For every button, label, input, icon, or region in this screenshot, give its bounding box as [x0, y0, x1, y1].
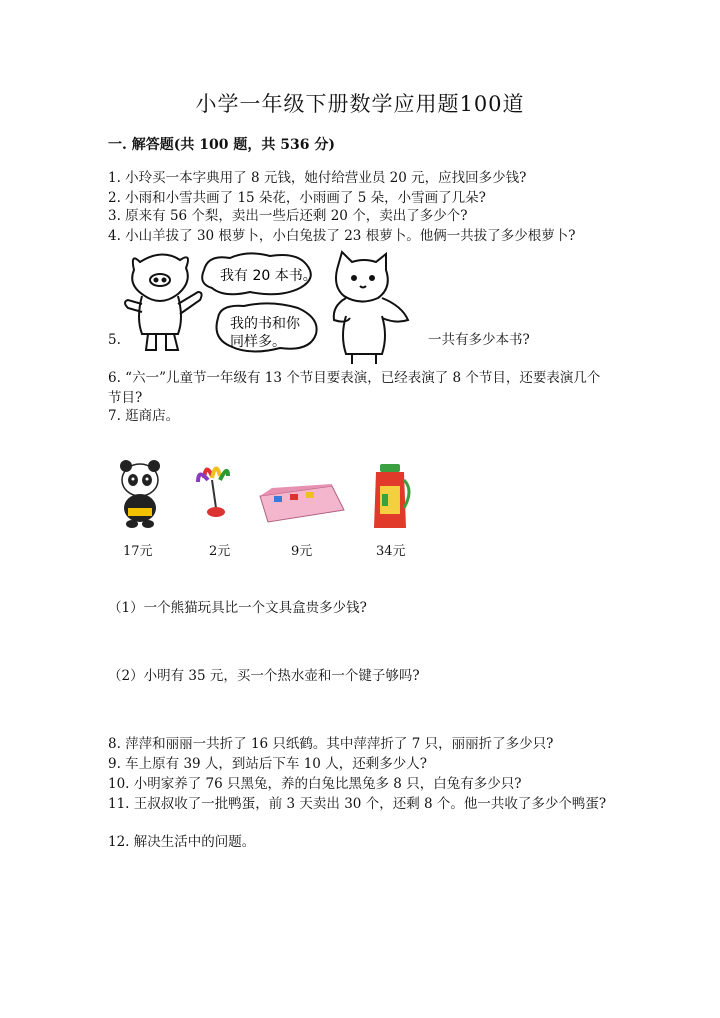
section-heading: 一. 解答题(共 100 题，共 536 分): [108, 137, 335, 153]
question-2: 2. 小雨和小雪共画了 15 朵花，小雨画了 5 朵，小雪画了几朵?: [108, 190, 486, 206]
question-11: 11. 王叔叔收了一批鸭蛋，前 3 天卖出 30 个，还剩 8 个。他一共收了多少个鸭蛋?: [108, 796, 607, 812]
thermos-image: [374, 464, 409, 528]
panda-toy-image: [120, 460, 160, 528]
bubble-2-text-line2: 同样多。: [230, 334, 286, 350]
question-7: 7. 逛商店。: [108, 408, 180, 424]
question-3: 3. 原来有 56 个梨，卖出一些后还剩 20 个，卖出了多少个?: [108, 208, 468, 224]
cat-figure: [334, 252, 408, 364]
bubble-2-text-line1: 我的书和你: [230, 316, 300, 332]
q5-illustration: [120, 248, 420, 366]
q7-products: [112, 456, 412, 534]
price-thermos: 34元: [376, 544, 406, 559]
question-5-text: 一共有多少本书?: [428, 332, 530, 348]
shuttlecock-image: [198, 468, 228, 517]
question-4: 4. 小山羊拔了 30 根萝卜，小白兔拔了 23 根萝卜。他俩一共拔了多少根萝卜?: [108, 228, 576, 244]
bubble-1-text: 我有 20 本书。: [220, 268, 317, 284]
price-pencil-case: 9元: [291, 544, 313, 559]
price-shuttlecock: 2元: [209, 544, 231, 559]
question-8: 8. 萍萍和丽丽一共折了 16 只纸鹤。其中萍萍折了 7 只，丽丽折了多少只?: [108, 736, 554, 752]
pencil-case-image: [260, 484, 344, 522]
price-panda: 17元: [123, 544, 153, 559]
question-1: 1. 小玲买一本字典用了 8 元钱，她付给营业员 20 元，应找回多少钱?: [108, 170, 527, 186]
question-7-part-2: （2）小明有 35 元，买一个热水壶和一个键子够吗?: [108, 668, 420, 684]
question-7-part-1: （1）一个熊猫玩具比一个文具盒贵多少钱?: [108, 600, 367, 616]
question-12: 12. 解决生活中的问题。: [108, 834, 256, 850]
page-title: 小学一年级下册数学应用题100道: [195, 92, 525, 116]
question-10: 10. 小明家养了 76 只黑兔，养的白兔比黑兔多 8 只，白兔有多少只?: [108, 776, 522, 792]
question-9: 9. 车上原有 39 人，到站后下车 10 人，还剩多少人?: [108, 756, 427, 772]
pig-figure: [125, 254, 202, 350]
question-6: 6. “六一”儿童节一年级有 13 个节目要表演，已经表演了 8 个节目，还要表演几个节目?: [108, 370, 601, 406]
question-5-number: 5.: [108, 332, 121, 348]
